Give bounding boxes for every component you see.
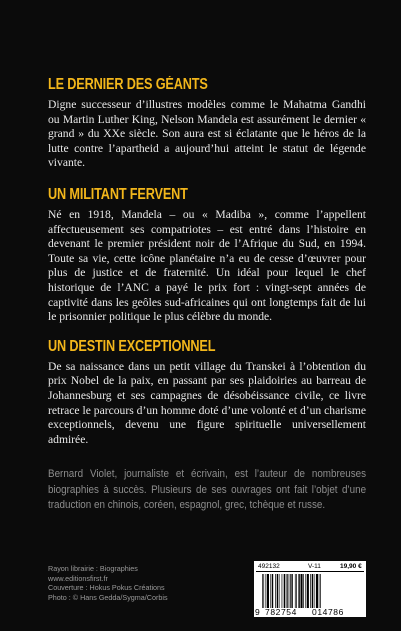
barcode-bar [263, 574, 264, 608]
ean-first-digit: 9 [255, 607, 260, 617]
barcode-bar [319, 574, 320, 608]
publisher-credits [48, 564, 168, 602]
barcode-bar [272, 574, 273, 608]
section-heading: UN MILITANT FERVENT [48, 185, 188, 203]
barcode-bar [286, 574, 287, 608]
section-destin-exceptionnel [48, 338, 366, 448]
barcode-bar [296, 574, 297, 608]
barcode-bar [298, 574, 299, 608]
barcode-bar [291, 574, 292, 608]
barcode-bar [312, 574, 313, 608]
barcode-bar [279, 574, 280, 608]
barcode-bar [282, 574, 283, 608]
barcode-bar [310, 574, 311, 608]
section-paragraph: De sa naissance dans un petit village du Transkei à l’obtention du prix Nobel de la paix, en passant par ses plaidoiries au barreau de Johannesburg et ses campagnes de désobéissance civile, ce livre retrace le parcours d’un homme doté d’une volonté et d’un charisme exceptionnels, devenu une figure spirituelle universellement admirée. [48, 359, 366, 446]
barcode-bar [295, 574, 296, 608]
barcode-label [254, 561, 366, 617]
barcode-bar [320, 574, 321, 608]
barcode-bar [316, 574, 318, 608]
section-heading: LE DERNIER DES GÉANTS [48, 76, 208, 93]
section-paragraph: Né en 1918, Mandela – ou « Madiba », comme l’appellent affectueusement ses compatriotes – est entré dans l’histoire en devenant le premier président noir de l’Afrique du Sud, en 1994. Toute sa vie, cette icône planétaire n’a eu de cesse d’œuvrer pour plus de justice et de fraternité. Un idéal pour lequel le chef historique de l’ANC a payé le prix fort : vingt-sept années de captivité dans les geôles sud-africaines qui ont longtemps fait de lui le prisonnier politique le plus célèbre du monde. [48, 207, 366, 324]
barcode-bar [284, 574, 285, 608]
barcode-bar [287, 574, 288, 608]
barcode-bar [305, 574, 306, 608]
barcode-divider [256, 571, 364, 572]
barcode-bar [262, 574, 263, 608]
barcode-bar [301, 574, 303, 608]
barcode-bar [267, 574, 269, 608]
barcode-bar [289, 574, 290, 608]
section-paragraph: Digne successeur d’illustres modèles comme le Mahatma Gandhi ou Martin Luther King, Nelson Mandela est assurément le dernier « grand » du XXe siècle. Son aura est si éclatante que le héros de la lutte contre l’apartheid a aujourd’hui atteint le statut de légende vivante. [48, 98, 366, 170]
barcode-header [254, 561, 366, 571]
section-dernier-des-geants [48, 76, 366, 171]
ean-left-digits: 782754 [265, 607, 297, 617]
credit-couverture: Couverture : Hokus Pokus Créations [48, 583, 165, 593]
barcode-bar [270, 574, 271, 608]
credit-photo: Photo : © Hans Gedda/Sygma/Corbis [48, 592, 168, 602]
barcode-bars-icon [262, 574, 362, 608]
author-bio: Bernard Violet, journaliste et écrivain, est l’auteur de nombreuses biographies à succès. Plusieurs de ses ouvrages ont fait l’objet d’une traduction en chinois, coréen, espagnol, grec, tchèque et russe. [48, 468, 367, 512]
back-cover-text [48, 76, 366, 514]
barcode-bar [277, 574, 278, 608]
credit-website: www.editionsfirst.fr [48, 573, 108, 583]
price: 19,90 € [340, 563, 362, 570]
barcode-bar [303, 574, 304, 608]
barcode-bar [275, 574, 276, 608]
ean-right-digits: 014786 [312, 607, 344, 617]
ean-number [254, 607, 366, 617]
volume-code: V-11 [308, 563, 321, 570]
barcode-bar [266, 574, 267, 608]
barcode-bar [307, 574, 309, 608]
product-code: 492132 [258, 563, 280, 570]
credit-rayon: Rayon librairie : Biographies [48, 564, 138, 573]
section-heading: UN DESTIN EXCEPTIONNEL [48, 337, 216, 355]
section-militant-fervent [48, 186, 366, 325]
barcode-bar [290, 574, 291, 608]
barcode-bar [314, 574, 315, 608]
